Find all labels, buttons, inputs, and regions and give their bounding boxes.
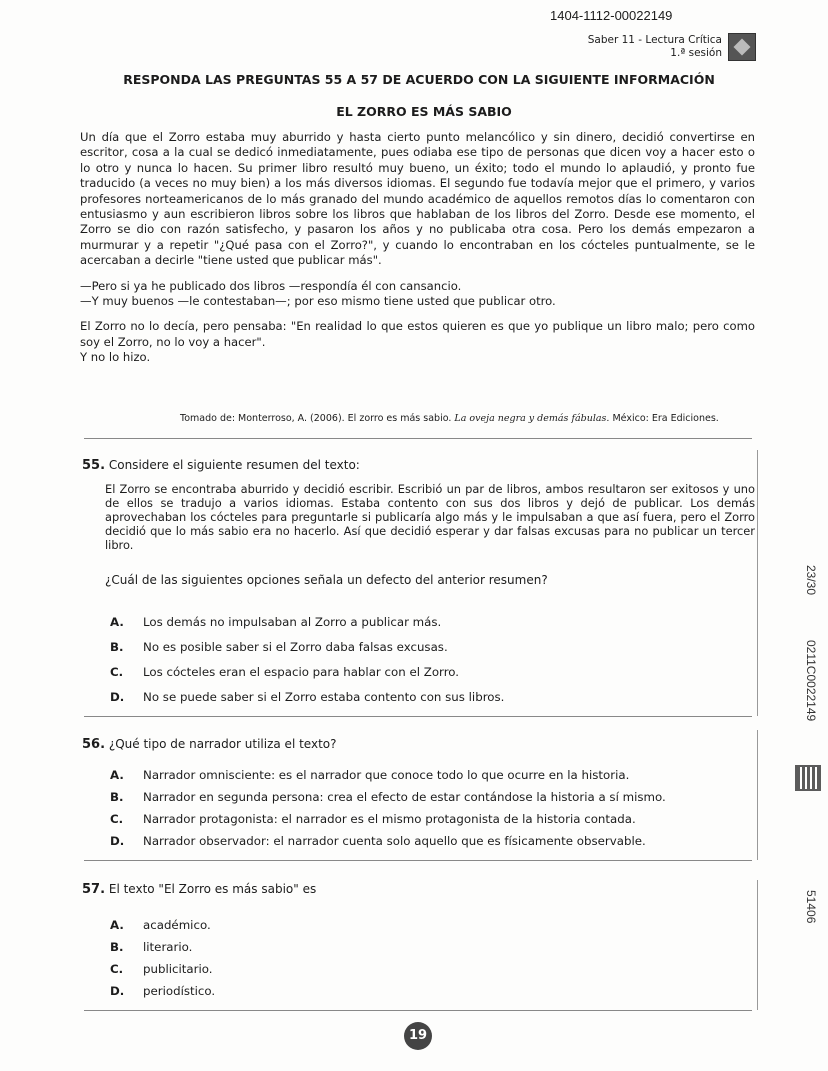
question-56	[82, 737, 336, 752]
option-c[interactable]	[110, 812, 636, 826]
option-letter: C.	[110, 962, 124, 976]
booklet-code: 1404-1112-00022149	[550, 8, 673, 23]
divider	[757, 730, 758, 860]
summary-text: El Zorro se encontraba aburrido y decidió escribir. Escribió un par de libros, ambos resultaron ser exitosos y uno de ellos se tradujo a varios idiomas. Estaba contento con sus dos libros y dejó de publicar. Los demás aprovechaban los cócteles para preguntarle si publicaría algo más y le impulsaban a que así fuera, pero el Zorro decidió que lo más sabio era no hacerlo. Así que decidió esperar y dar falsas excusas para no publicar un tercer libro.	[105, 482, 755, 552]
option-text: Los demás no impulsaban al Zorro a publicar más.	[143, 615, 442, 629]
option-letter: C.	[110, 665, 124, 679]
dialogue-line: —Pero si ya he publicado dos libros —respondía él con cansancio.	[80, 278, 462, 293]
question-number: 57.	[82, 882, 106, 897]
option-a[interactable]	[110, 918, 211, 932]
question-stem: El texto "El Zorro es más sabio" es	[108, 882, 317, 896]
option-d[interactable]	[110, 690, 504, 704]
question-55	[82, 458, 360, 473]
option-a[interactable]	[110, 768, 629, 782]
paragraph-text: Y no lo hizo.	[80, 350, 151, 365]
option-d[interactable]	[110, 834, 646, 848]
paragraph-text: El Zorro no lo decía, pero pensaba: "En realidad lo que estos quieren es que yo publique un libro malo; pero como soy el Zorro, no lo voy a hacer".	[80, 319, 755, 349]
question-57	[82, 882, 316, 897]
dialogue-line: —Y muy buenos —le contestaban—; por eso mismo tiene usted que publicar otro.	[80, 294, 556, 309]
question-prompt: ¿Cuál de las siguientes opciones señala un defecto del anterior resumen?	[105, 573, 548, 587]
divider	[757, 880, 758, 1010]
logo-icon	[728, 33, 756, 61]
option-text: Los cócteles eran el espacio para hablar con el Zorro.	[143, 665, 460, 679]
option-b[interactable]	[110, 790, 666, 804]
option-b[interactable]	[110, 940, 192, 954]
option-letter: A.	[110, 768, 124, 782]
divider	[84, 1010, 752, 1011]
option-text: publicitario.	[143, 962, 213, 976]
option-text: Narrador omnisciente: es el narrador que conoce todo lo que ocurre en la historia.	[143, 768, 630, 782]
passage-title: EL ZORRO ES MÁS SABIO	[336, 104, 512, 119]
citation-publisher: México: Era Ediciones.	[612, 413, 719, 424]
divider	[84, 716, 752, 717]
option-text: periodístico.	[143, 984, 216, 998]
question-number: 55.	[82, 458, 106, 473]
qr-code-icon	[795, 765, 821, 791]
source-citation	[180, 413, 719, 424]
session: 1.ª sesión	[670, 47, 722, 59]
option-letter: B.	[110, 790, 124, 804]
option-letter: B.	[110, 940, 124, 954]
exam-name: Saber 11 - Lectura Crítica	[587, 34, 722, 46]
sheet-fraction: 23/30	[804, 565, 818, 596]
option-letter: A.	[110, 615, 124, 629]
page-number: 19	[404, 1022, 432, 1050]
option-a[interactable]	[110, 615, 441, 629]
option-text: Narrador observador: el narrador cuenta solo aquello que es físicamente observable.	[143, 834, 646, 848]
divider	[84, 860, 752, 861]
sheet-number: 51406	[804, 890, 818, 924]
instruction-heading: RESPONDA LAS PREGUNTAS 55 A 57 DE ACUERDO CON LA SIGUIENTE INFORMACIÓN	[123, 72, 715, 87]
option-text: académico.	[143, 918, 211, 932]
sheet-id: 0211C0022149	[804, 640, 818, 722]
option-letter: B.	[110, 640, 124, 654]
citation-text: Tomado de: Monterroso, A. (2006). El zorro es más sabio.	[180, 413, 452, 424]
option-b[interactable]	[110, 640, 448, 654]
option-letter: D.	[110, 984, 125, 998]
paragraph	[80, 319, 755, 365]
option-c[interactable]	[110, 665, 459, 679]
option-text: literario.	[143, 940, 193, 954]
question-stem: ¿Qué tipo de narrador utiliza el texto?	[108, 737, 337, 751]
option-text: Narrador protagonista: el narrador es el mismo protagonista de la historia contada.	[143, 812, 636, 826]
paragraph: Un día que el Zorro estaba muy aburrido y hasta cierto punto melancólico y sin dinero, decidió convertirse en escritor, cosa a la cual se dedicó inmediatamente, pues odiaba ese tipo de personas que dicen voy a hacer esto o lo otro y nunca lo hacen. Su primer libro resultó muy bueno, un éxito; todo el mundo lo aplaudió, y pronto fue traducido (a veces no muy bien) a los más diversos idiomas. El segundo fue todavía mejor que el primero, y varios profesores norteamericanos de lo más granado del mundo académico de aquellos remotos días lo comentaron con entusiasmo y aun escribieron libros sobre los libros que hablaban de los libros del Zorro. Desde ese momento, el Zorro se dio con razón satisfecho, y pasaron los años y no publicaba otra cosa. Pero los demás empezaron a murmurar y a repetir "¿Qué pasa con el Zorro?", y cuando lo encontraban en los cócteles puntualmente, se le acercaban a decirle "tiene usted que publicar más".	[80, 130, 755, 268]
option-letter: D.	[110, 690, 125, 704]
passage-text	[80, 130, 755, 376]
question-number: 56.	[82, 737, 106, 752]
option-c[interactable]	[110, 962, 213, 976]
option-text: No se puede saber si el Zorro estaba contento con sus libros.	[143, 690, 505, 704]
option-d[interactable]	[110, 984, 215, 998]
divider	[84, 438, 752, 439]
exam-title	[588, 34, 722, 60]
option-letter: D.	[110, 834, 125, 848]
option-text: Narrador en segunda persona: crea el efecto de estar contándose la historia a sí mismo.	[143, 790, 666, 804]
option-text: No es posible saber si el Zorro daba falsas excusas.	[143, 640, 448, 654]
option-letter: A.	[110, 918, 124, 932]
option-letter: C.	[110, 812, 124, 826]
divider	[757, 450, 758, 716]
dialogue	[80, 279, 755, 310]
question-stem: Considere el siguiente resumen del texto:	[108, 458, 360, 472]
citation-book: La oveja negra y demás fábulas.	[454, 413, 610, 424]
